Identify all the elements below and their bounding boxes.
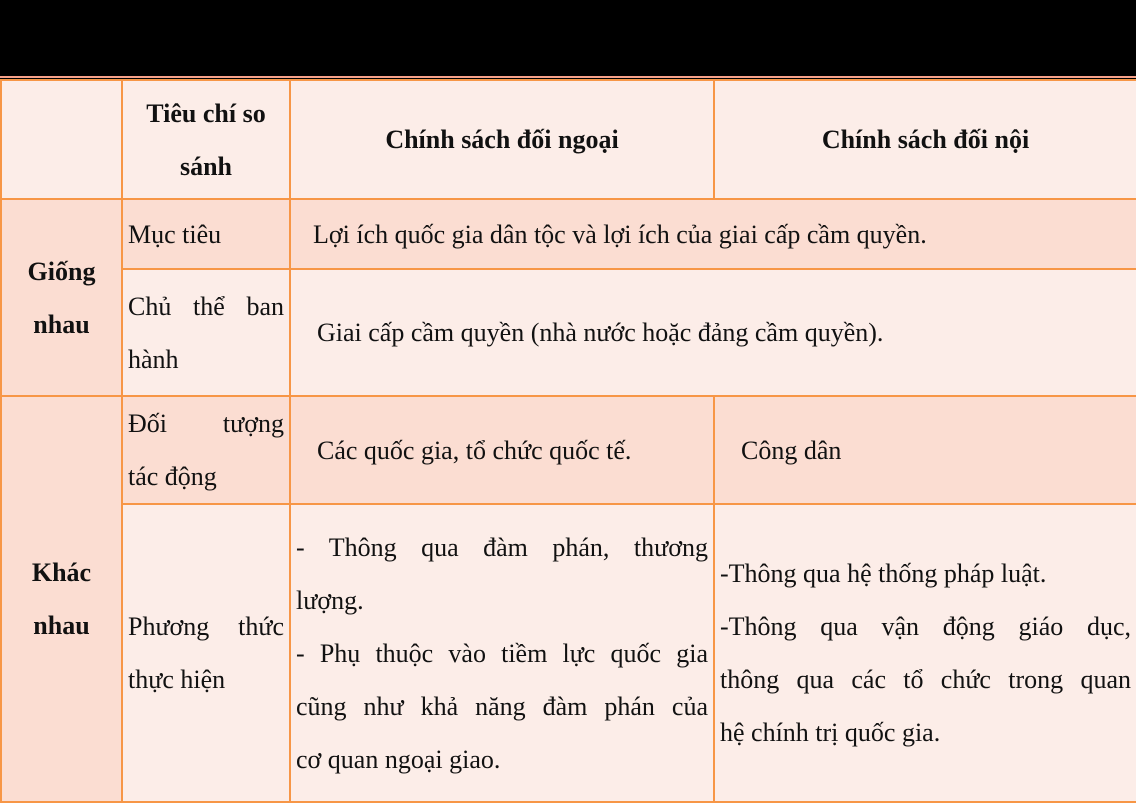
criteria-cell [122,269,290,396]
criteria-line-1: Phương thức [128,612,284,641]
table-row-doi-tuong [1,396,1136,504]
merged-value-cell: Lợi ích quốc gia dân tộc và lợi ích của giai cấp cầm quyền. [290,199,1136,269]
group-label-similar-line-1: Giống [27,256,96,286]
group-label-similar [1,199,122,396]
domestic-line-2: -Thông qua vận động giáo dục, [720,612,1131,641]
header-criteria-line-1: Tiêu chí so [146,98,266,128]
foreign-line-4: cũng như khả năng đàm phán của [296,691,708,721]
header-domestic-policy: Chính sách đối nội [714,80,1136,199]
domestic-line-3: thông qua các tổ chức trong quan [720,665,1131,694]
criteria-line-1: Đối tượng [128,409,284,438]
table-row-muc-tieu [1,199,1136,269]
merged-value-cell: Giai cấp cầm quyền (nhà nước hoặc đảng cầm quyền). [290,269,1136,396]
domestic-line-1: -Thông qua hệ thống pháp luật. [720,559,1047,588]
foreign-value-cell [290,504,714,802]
group-label-different-line-2: nhau [33,611,90,640]
header-corner-cell [1,80,122,199]
top-accent-line [0,76,1136,78]
foreign-value-cell: Các quốc gia, tổ chức quốc tế. [290,396,714,504]
header-foreign-policy: Chính sách đối ngoại [290,80,714,199]
group-label-similar-line-2: nhau [33,309,90,339]
table-row-chu-the [1,269,1136,396]
criteria-line-1: Chủ thể ban [128,291,284,321]
foreign-line-1: - Thông qua đàm phán, thương [296,532,708,562]
foreign-line-3: - Phụ thuộc vào tiềm lực quốc gia [296,638,708,668]
criteria-cell [122,504,290,802]
criteria-cell: Mục tiêu [122,199,290,269]
group-label-different-line-1: Khác [31,558,92,587]
header-criteria [122,80,290,199]
group-label-different [1,396,122,802]
top-black-bar [0,0,1136,77]
comparison-table [0,79,1136,803]
table-row-phuong-thuc [1,504,1136,802]
criteria-line-2: tác động [128,462,217,491]
domestic-line-4: hệ chính trị quốc gia. [720,718,941,747]
header-criteria-line-2: sánh [179,151,233,181]
domestic-value-cell: Công dân [714,396,1136,504]
foreign-line-5: cơ quan ngoại giao. [296,744,501,774]
criteria-line-2: thực hiện [128,665,226,694]
header-row [1,80,1136,199]
criteria-line-2: hành [128,344,179,374]
criteria-cell [122,396,290,504]
domestic-value-cell [714,504,1136,802]
foreign-line-2: lượng. [296,585,364,615]
